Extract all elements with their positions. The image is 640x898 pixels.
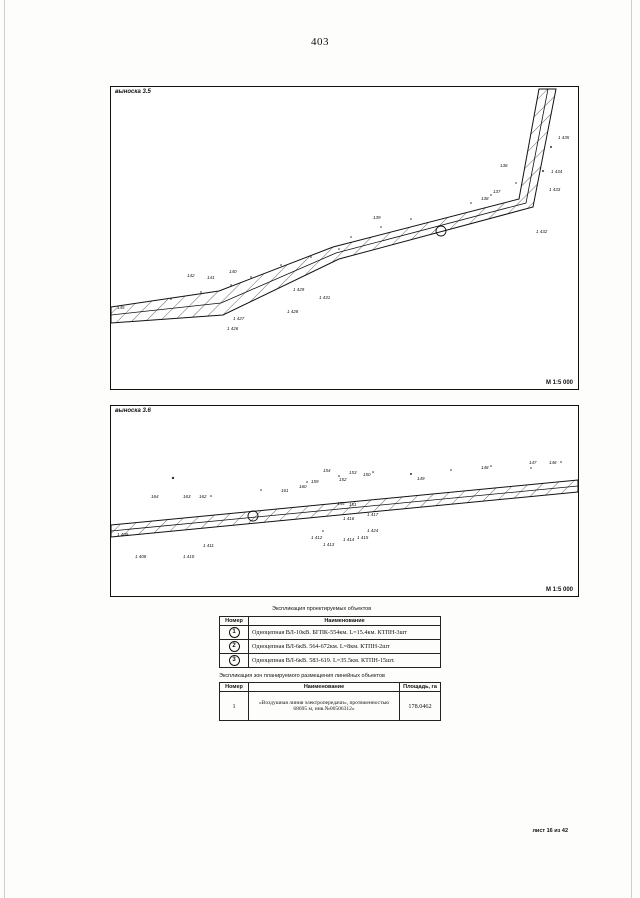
table-row (220, 626, 441, 640)
point-label: 1 424 (367, 528, 379, 533)
row-name: «Воздушная линия электропередачи», протяженностью 68695 м, инв.№00506312» (249, 692, 400, 721)
map-panel-1 (110, 86, 579, 390)
point-label: 159 (311, 479, 319, 484)
point-label: 1 415 (357, 535, 369, 540)
survey-points (170, 146, 552, 300)
point-label: 1 416 (343, 516, 355, 521)
point-label: 163 (183, 494, 191, 499)
row-area: 178.0462 (400, 692, 441, 721)
scan-edge-line (4, 0, 5, 898)
table-header-row (220, 683, 441, 692)
row-name: Одноцепная ВЛ-6кВ. 564-672км. L=8км. КТПН-2шт (249, 640, 441, 654)
point-label: 145 (117, 305, 125, 310)
point-label: 160 (299, 484, 307, 489)
point-label: 1 433 (549, 187, 561, 192)
col-header: Площадь, га (400, 683, 441, 692)
point-label: 1 427 (233, 316, 245, 321)
map-panel-2 (110, 405, 579, 597)
col-header: Номер (220, 617, 249, 626)
point-label: 149 (417, 476, 425, 481)
point-label: 1 432 (536, 229, 548, 234)
point-label: 1 414 (343, 537, 355, 542)
point-label: 1 417 (367, 512, 379, 517)
callout-label: выноска 3.5 (115, 89, 151, 95)
point-label: 155 (337, 501, 345, 506)
point-label: 1 429 (293, 287, 305, 292)
point-label: 141 (207, 275, 215, 280)
sheet-number: лист 16 из 42 (532, 828, 568, 834)
row-name: Одноцепная ВЛ-10кВ. БГПК-554км. L=15.4км. КТПН-3шт (249, 626, 441, 640)
point-label: 164 (151, 494, 159, 499)
point-label: 154 (323, 468, 331, 473)
point-label: 1 431 (319, 295, 331, 300)
scan-edge-line (631, 0, 632, 898)
point-label: 139 (373, 215, 381, 220)
projected-objects-table (219, 616, 441, 668)
col-header: Наименование (249, 617, 441, 626)
point-label: 1 410 (183, 554, 195, 559)
point-label: 138 (481, 196, 489, 201)
point-label: 1 411 (203, 543, 214, 548)
row-name: Одноцепная ВЛ-6кВ. 583-619. L=35.5км. КТПН-15шт. (249, 654, 441, 668)
line-route (111, 89, 548, 315)
point-label: 151 (349, 502, 357, 507)
map-drawing-1 (111, 87, 578, 389)
point-label: 148 (481, 465, 489, 470)
point-label: 1 413 (323, 542, 335, 547)
point-label: 1 426 (227, 326, 239, 331)
table-row (220, 654, 441, 668)
corridor-band (111, 89, 556, 323)
line-route (111, 486, 578, 531)
row-number: 1 (229, 627, 240, 638)
point-label: 1 408 (135, 554, 147, 559)
row-number: 2 (229, 641, 240, 652)
point-label: 150 (363, 472, 371, 477)
point-label: 162 (199, 494, 207, 499)
point-label: 140 (229, 269, 237, 274)
point-label: 153 (349, 470, 357, 475)
point-label: 1 428 (287, 309, 299, 314)
point-label: 1 409 (117, 532, 129, 537)
page-number: 403 (311, 36, 329, 48)
zones-table (219, 682, 441, 721)
point-label: 1 434 (551, 169, 563, 174)
table-header-row (220, 617, 441, 626)
table-row (220, 640, 441, 654)
point-label: 1 412 (311, 535, 323, 540)
scale-label: М 1:5 000 (545, 380, 573, 386)
table1-title: Экспликация проектируемых объектов (272, 606, 372, 612)
point-label: 1 435 (558, 135, 570, 140)
point-label: 147 (529, 460, 537, 465)
callout-label: выноска 3.6 (115, 408, 151, 414)
col-header: Наименование (249, 683, 400, 692)
point-label: 146 (549, 460, 557, 465)
row-number: 3 (229, 655, 240, 666)
point-label: 161 (281, 488, 289, 493)
point-label: 142 (187, 273, 195, 278)
scale-label: М 1:5 000 (545, 587, 573, 593)
point-label: 136 (500, 163, 508, 168)
col-header: Номер (220, 683, 249, 692)
point-label: 137 (493, 189, 501, 194)
table-row (220, 692, 441, 721)
map-drawing-2 (111, 406, 578, 596)
table2-title: Экспликация зон планируемого размещения линейных объектов (219, 673, 385, 679)
point-label: 152 (339, 477, 347, 482)
row-number: 1 (220, 692, 249, 721)
